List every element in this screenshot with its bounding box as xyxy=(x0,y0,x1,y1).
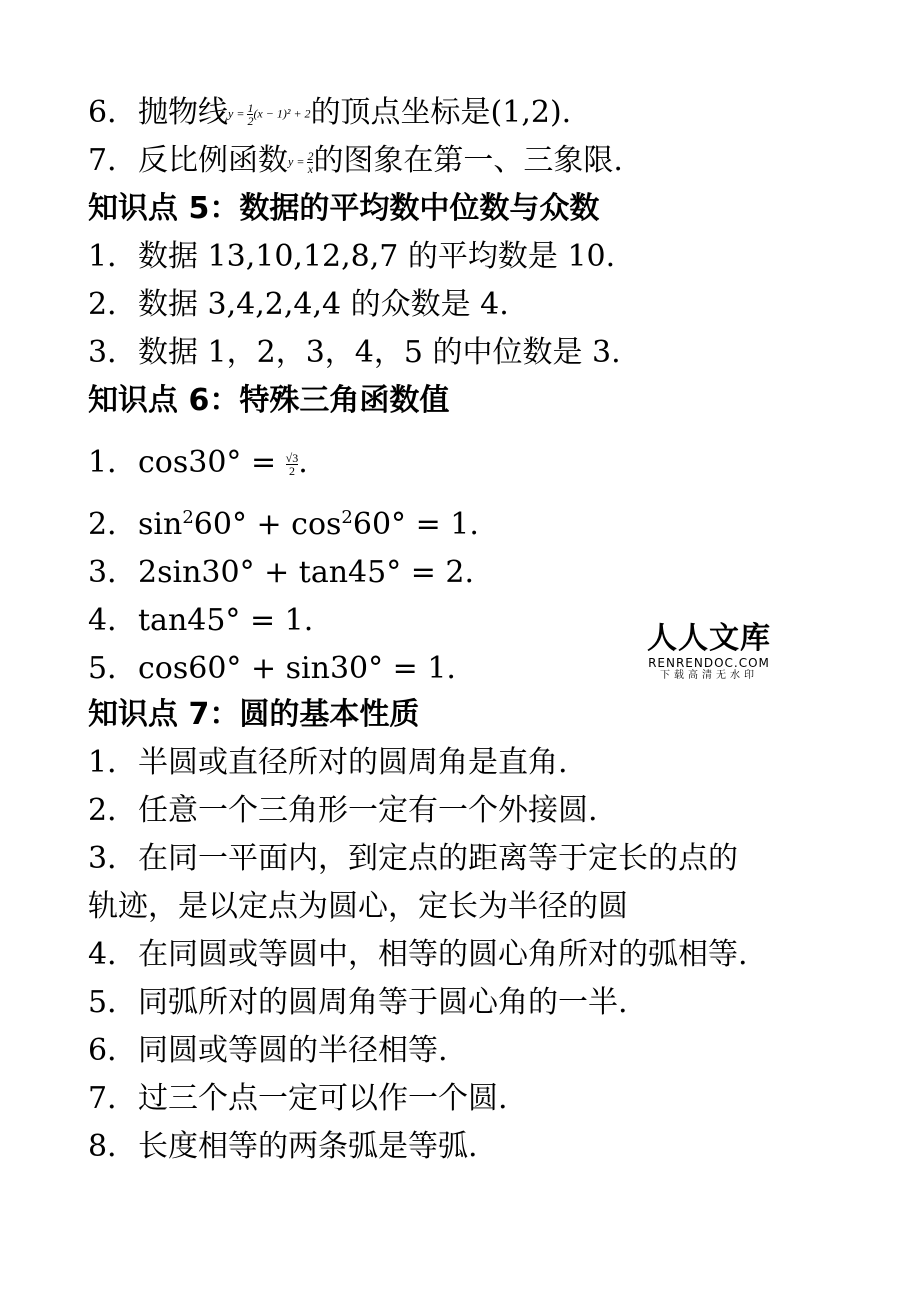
sqrt3-over-2-fraction: $\frac{√3}{2}$ xyxy=(285,450,299,478)
list-item xyxy=(88,556,474,590)
item-text: cos30° = xyxy=(138,445,277,480)
item-number: 6． xyxy=(88,1033,138,1068)
item-text: 同弧所对的圆周角等于圆心角的一半. xyxy=(138,985,628,1020)
watermark-slogan: 下载高清无水印 xyxy=(660,670,758,681)
watermark-site: RENRENDOC.COM xyxy=(648,656,770,670)
item-number: 1． xyxy=(88,445,138,480)
item-number: 2． xyxy=(88,287,138,322)
list-item xyxy=(88,842,738,876)
item-number: 5． xyxy=(88,651,138,686)
item-text: 数据 3,4,2,4,4 的众数是 4. xyxy=(138,287,509,322)
section-title-5: 知识点 5：数据的平均数中位数与众数 xyxy=(88,191,600,226)
item-text: 反比例函数 xyxy=(138,143,288,178)
item-number: 3． xyxy=(88,841,138,876)
parabola-formula: y = $\frac{1}{2}$ (x − 1)² + 2 xyxy=(228,100,311,128)
item-number: 2． xyxy=(88,793,138,828)
watermark-title: 人人文库 xyxy=(647,621,771,656)
item-text: 长度相等的两条弧是等弧. xyxy=(138,1129,478,1164)
item-number: 4． xyxy=(88,937,138,972)
list-item xyxy=(88,604,313,638)
item-text: 的顶点坐标是(1,2). xyxy=(310,95,572,130)
item-text: cos60° + sin30° = 1. xyxy=(138,651,456,686)
watermark-logo xyxy=(646,622,772,682)
item-text: 2sin30° + tan45° = 2. xyxy=(138,555,475,590)
section-title-6: 知识点 6：特殊三角函数值 xyxy=(88,383,450,418)
item-text: 同圆或等圆的半径相等. xyxy=(138,1033,448,1068)
item-text: tan45° = 1. xyxy=(138,603,314,638)
list-item xyxy=(88,746,568,780)
item-text: 的图象在第一、三象限. xyxy=(313,143,623,178)
list-item xyxy=(88,240,615,274)
item-number: 4． xyxy=(88,603,138,638)
item-number: 3． xyxy=(88,335,138,370)
list-item: 2．$\sin^260^\circ + \cos^260^\circ = 1$. xyxy=(88,507,479,542)
item-number: 7． xyxy=(88,143,138,178)
item-number: 8． xyxy=(88,1129,138,1164)
item-number: 7． xyxy=(88,1081,138,1116)
list-item xyxy=(88,1130,478,1164)
list-item xyxy=(88,938,748,972)
item-text: 在同圆或等圆中，相等的圆心角所对的弧相等. xyxy=(138,937,748,972)
item-number: 2． xyxy=(88,507,138,542)
item-text: 半圆或直径所对的圆周角是直角. xyxy=(138,745,568,780)
item-number: 6． xyxy=(88,95,138,130)
list-item: 1．cos30° = $\frac{√3}{2}$ . xyxy=(88,445,308,480)
list-item xyxy=(88,1034,448,1068)
list-item xyxy=(88,288,509,322)
list-item xyxy=(88,1082,508,1116)
item-number: 5． xyxy=(88,985,138,1020)
list-item xyxy=(88,794,598,828)
item-text: 抛物线 xyxy=(138,95,228,130)
item-number: 1． xyxy=(88,239,138,274)
item-text: 轨迹，是以定点为圆心，定长为半径的圆 xyxy=(88,889,628,924)
list-item xyxy=(88,96,571,130)
inverse-function-formula: y = $\frac{2}{x}$ xyxy=(288,148,314,176)
list-item xyxy=(88,986,628,1020)
list-item-continuation xyxy=(88,890,628,924)
item-text: 在同一平面内，到定点的距离等于定长的点的 xyxy=(138,841,738,876)
item-text: 过三个点一定可以作一个圆. xyxy=(138,1081,508,1116)
section-title-7: 知识点 7：圆的基本性质 xyxy=(88,697,420,732)
item-text: 数据 13,10,12,8,7 的平均数是 10. xyxy=(138,239,616,274)
item-text: 任意一个三角形一定有一个外接圆. xyxy=(138,793,598,828)
list-item xyxy=(88,144,623,178)
list-item xyxy=(88,336,621,370)
list-item xyxy=(88,652,456,686)
item-number: 1． xyxy=(88,745,138,780)
item-number: 3． xyxy=(88,555,138,590)
item-text: 数据 1，2，3，4，5 的中位数是 3. xyxy=(138,335,621,370)
